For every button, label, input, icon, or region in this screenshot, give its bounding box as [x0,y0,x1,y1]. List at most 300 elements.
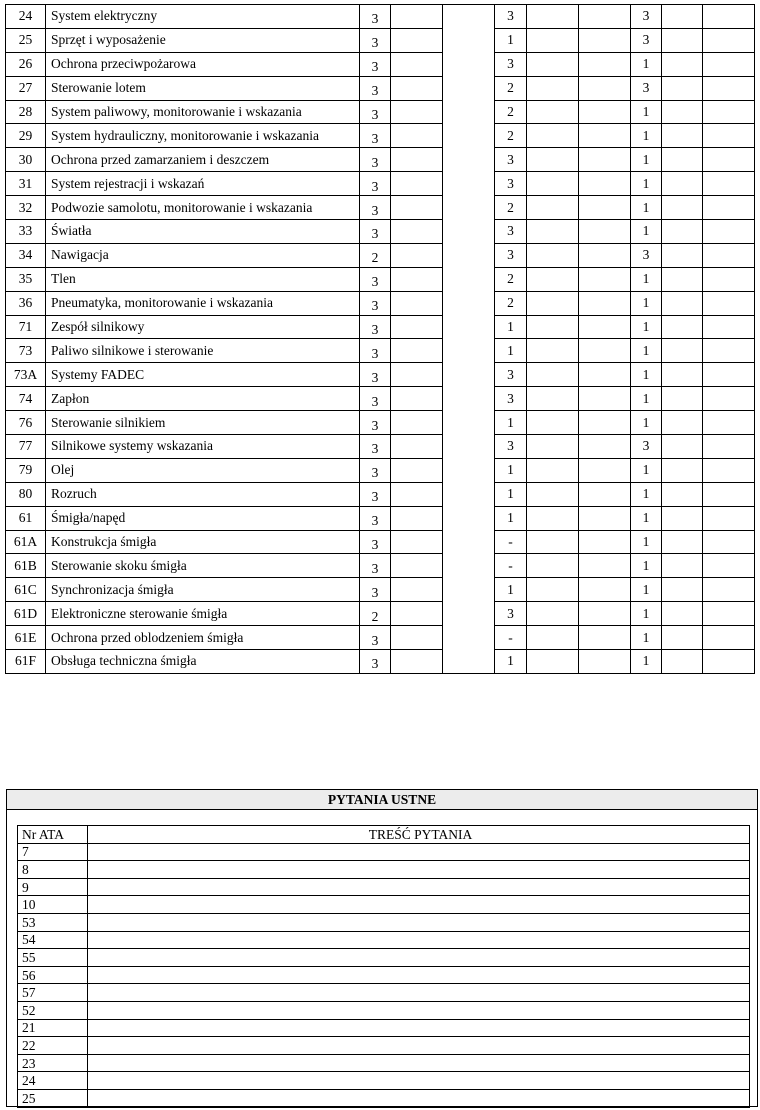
table-row [6,411,755,435]
ata-number: 73 [6,339,46,363]
value-a: 2 [495,291,527,315]
empty-cell [527,650,579,674]
empty-cell [391,100,443,124]
empty-cell [527,506,579,530]
level-value: 3 [360,650,391,674]
table-row [6,387,755,411]
level-value: 3 [360,148,391,172]
empty-cell [527,172,579,196]
empty-cell [527,315,579,339]
ata-title: Sterowanie silnikiem [46,411,360,435]
table-row [6,196,755,220]
empty-cell [391,363,443,387]
empty-cell [662,100,703,124]
oral-header-row [18,826,750,844]
oral-questions-section [6,789,758,1107]
table-row [6,76,755,100]
question-content-cell[interactable] [88,1019,750,1037]
ata-title: System hydrauliczny, monitorowanie i wskazania [46,124,360,148]
merged-empty-cell [443,100,495,124]
empty-cell [579,100,631,124]
ata-chapter-number: 55 [18,949,88,967]
empty-cell [579,482,631,506]
empty-cell [391,28,443,52]
empty-cell [527,124,579,148]
list-item [18,931,750,949]
ata-title: Systemy FADEC [46,363,360,387]
question-content-cell[interactable] [88,1072,750,1090]
empty-cell [703,267,755,291]
value-b: 3 [631,28,662,52]
list-item [18,913,750,931]
empty-cell [527,387,579,411]
merged-empty-cell [443,578,495,602]
value-a: 3 [495,148,527,172]
value-b: 1 [631,626,662,650]
question-content-cell[interactable] [88,949,750,967]
ata-number: 28 [6,100,46,124]
empty-cell [703,220,755,244]
value-b: 1 [631,339,662,363]
empty-cell [703,291,755,315]
empty-cell [662,650,703,674]
value-a: 3 [495,52,527,76]
ata-chapter-number: 22 [18,1037,88,1055]
level-value: 3 [360,578,391,602]
ata-number: 77 [6,435,46,459]
list-item [18,861,750,879]
value-a: 3 [495,220,527,244]
ata-chapter-number: 53 [18,913,88,931]
empty-cell [527,52,579,76]
ata-chapter-number: 8 [18,861,88,879]
value-a: 2 [495,267,527,291]
level-value: 3 [360,482,391,506]
empty-cell [579,291,631,315]
empty-cell [662,196,703,220]
question-content-cell[interactable] [88,966,750,984]
value-a: 3 [495,387,527,411]
value-a: 2 [495,76,527,100]
merged-empty-cell [443,5,495,29]
empty-cell [579,506,631,530]
question-content-cell[interactable] [88,878,750,896]
empty-cell [391,339,443,363]
level-value: 3 [360,387,391,411]
empty-cell [527,196,579,220]
ata-number: 61 [6,506,46,530]
value-a: - [495,530,527,554]
value-a: 3 [495,243,527,267]
list-item [18,896,750,914]
empty-cell [703,172,755,196]
value-a: 3 [495,5,527,29]
level-value: 3 [360,626,391,650]
ata-chapter-number: 21 [18,1019,88,1037]
value-b: 1 [631,554,662,578]
ata-chapter-number: 25 [18,1089,88,1107]
value-a: 2 [495,100,527,124]
level-value: 3 [360,458,391,482]
value-a: 3 [495,435,527,459]
level-value: 3 [360,220,391,244]
value-b: 1 [631,148,662,172]
table-row [6,220,755,244]
merged-empty-cell [443,28,495,52]
question-content-cell[interactable] [88,896,750,914]
merged-empty-cell [443,602,495,626]
question-content-cell[interactable] [88,843,750,861]
empty-cell [527,626,579,650]
empty-cell [527,76,579,100]
value-b: 1 [631,530,662,554]
empty-cell [662,506,703,530]
oral-questions-title: PYTANIA USTNE [7,790,757,810]
ata-number: 31 [6,172,46,196]
empty-cell [579,243,631,267]
table-row [6,243,755,267]
ata-number: 73A [6,363,46,387]
empty-cell [391,458,443,482]
merged-empty-cell [443,339,495,363]
empty-cell [703,5,755,29]
table-row [6,100,755,124]
ata-number: 25 [6,28,46,52]
table-row [6,602,755,626]
level-value: 3 [360,411,391,435]
ata-number: 29 [6,124,46,148]
value-b: 1 [631,411,662,435]
empty-cell [703,148,755,172]
empty-cell [391,435,443,459]
ata-number: 61C [6,578,46,602]
empty-cell [391,602,443,626]
empty-cell [579,650,631,674]
ata-number: 76 [6,411,46,435]
empty-cell [662,458,703,482]
value-b: 1 [631,578,662,602]
ata-chapter-number: 7 [18,843,88,861]
level-value: 3 [360,76,391,100]
level-value: 2 [360,602,391,626]
oral-questions-table [17,825,750,1108]
empty-cell [662,530,703,554]
value-b: 1 [631,220,662,244]
empty-cell [703,124,755,148]
merged-empty-cell [443,626,495,650]
value-a: 1 [495,315,527,339]
table-row [6,578,755,602]
merged-empty-cell [443,148,495,172]
ata-title: Ochrona przeciwpożarowa [46,52,360,76]
empty-cell [662,554,703,578]
list-item [18,1019,750,1037]
table-row [6,315,755,339]
empty-cell [579,554,631,578]
value-b: 1 [631,196,662,220]
empty-cell [579,602,631,626]
level-value: 3 [360,363,391,387]
empty-cell [662,315,703,339]
ata-title: Obsługa techniczna śmigła [46,650,360,674]
merged-empty-cell [443,363,495,387]
list-item [18,1001,750,1019]
empty-cell [579,28,631,52]
ata-chapter-number: 56 [18,966,88,984]
list-item [18,1054,750,1072]
question-content-cell[interactable] [88,931,750,949]
merged-empty-cell [443,387,495,411]
level-value: 3 [360,28,391,52]
empty-cell [579,315,631,339]
value-a: 3 [495,602,527,626]
value-a: 2 [495,124,527,148]
table-row [6,124,755,148]
empty-cell [391,267,443,291]
ata-chapter-number: 54 [18,931,88,949]
empty-cell [662,602,703,626]
ata-number: 34 [6,243,46,267]
empty-cell [703,339,755,363]
empty-cell [527,243,579,267]
empty-cell [703,387,755,411]
empty-cell [579,220,631,244]
empty-cell [527,554,579,578]
ata-title: Elektroniczne sterowanie śmigła [46,602,360,626]
empty-cell [527,530,579,554]
merged-empty-cell [443,243,495,267]
value-b: 3 [631,435,662,459]
ata-title: Paliwo silnikowe i sterowanie [46,339,360,363]
empty-cell [391,243,443,267]
empty-cell [703,602,755,626]
level-value: 3 [360,52,391,76]
table-row [6,626,755,650]
ata-number: 61F [6,650,46,674]
nr-ata-header: Nr ATA [18,826,88,844]
empty-cell [703,482,755,506]
value-b: 1 [631,482,662,506]
empty-cell [527,339,579,363]
empty-cell [527,291,579,315]
ata-title: Olej [46,458,360,482]
empty-cell [662,52,703,76]
empty-cell [391,124,443,148]
merged-empty-cell [443,196,495,220]
level-value: 3 [360,530,391,554]
ata-title: Sprzęt i wyposażenie [46,28,360,52]
ata-title: Zespół silnikowy [46,315,360,339]
empty-cell [391,578,443,602]
empty-cell [662,220,703,244]
merged-empty-cell [443,506,495,530]
empty-cell [527,602,579,626]
empty-cell [527,578,579,602]
question-content-cell[interactable] [88,1089,750,1107]
table-row [6,5,755,29]
ata-chapter-number: 24 [18,1072,88,1090]
ata-number: 61E [6,626,46,650]
empty-cell [662,124,703,148]
ata-number: 61A [6,530,46,554]
question-content-cell[interactable] [88,1001,750,1019]
value-b: 1 [631,267,662,291]
value-a: 3 [495,363,527,387]
level-value: 3 [360,435,391,459]
level-value: 3 [360,100,391,124]
ata-title: Ochrona przed oblodzeniem śmigła [46,626,360,650]
table-row [6,291,755,315]
empty-cell [703,100,755,124]
empty-cell [391,52,443,76]
empty-cell [662,578,703,602]
ata-title: Tlen [46,267,360,291]
value-b: 1 [631,387,662,411]
value-b: 1 [631,315,662,339]
empty-cell [703,530,755,554]
ata-title: Ochrona przed zamarzaniem i deszczem [46,148,360,172]
merged-empty-cell [443,650,495,674]
merged-empty-cell [443,76,495,100]
empty-cell [703,458,755,482]
ata-title: System elektryczny [46,5,360,29]
ata-number: 80 [6,482,46,506]
empty-cell [703,363,755,387]
level-value: 3 [360,291,391,315]
level-value: 2 [360,243,391,267]
list-item [18,843,750,861]
value-a: - [495,626,527,650]
ata-number: 26 [6,52,46,76]
value-b: 1 [631,458,662,482]
ata-chapter-number: 10 [18,896,88,914]
ata-chapter-number: 9 [18,878,88,896]
table-row [6,554,755,578]
empty-cell [703,554,755,578]
value-b: 3 [631,243,662,267]
table-row [6,482,755,506]
question-content-cell[interactable] [88,1037,750,1055]
ata-number: 36 [6,291,46,315]
empty-cell [579,530,631,554]
ata-number: 74 [6,387,46,411]
empty-cell [662,363,703,387]
question-content-cell[interactable] [88,861,750,879]
empty-cell [579,387,631,411]
value-b: 1 [631,602,662,626]
ata-title: Podwozie samolotu, monitorowanie i wskazania [46,196,360,220]
level-value: 3 [360,267,391,291]
value-a: 1 [495,28,527,52]
value-b: 1 [631,650,662,674]
merged-empty-cell [443,220,495,244]
empty-cell [703,411,755,435]
list-item [18,1089,750,1107]
value-a: 3 [495,172,527,196]
table-row [6,458,755,482]
empty-cell [579,52,631,76]
empty-cell [703,315,755,339]
value-b: 1 [631,100,662,124]
empty-cell [662,626,703,650]
empty-cell [527,363,579,387]
empty-cell [391,172,443,196]
empty-cell [579,5,631,29]
ata-number: 61B [6,554,46,578]
table-row [6,530,755,554]
empty-cell [527,482,579,506]
empty-cell [391,148,443,172]
empty-cell [391,506,443,530]
empty-cell [527,267,579,291]
empty-cell [662,28,703,52]
value-b: 3 [631,5,662,29]
level-value: 3 [360,196,391,220]
level-value: 3 [360,339,391,363]
list-item [18,1072,750,1090]
ata-title: Silnikowe systemy wskazania [46,435,360,459]
value-b: 1 [631,291,662,315]
ata-title: Synchronizacja śmigła [46,578,360,602]
list-item [18,949,750,967]
table-row [6,339,755,363]
table-row [6,506,755,530]
empty-cell [579,124,631,148]
question-content-header: TREŚĆ PYTANIA [88,826,750,844]
question-content-cell[interactable] [88,984,750,1002]
empty-cell [527,411,579,435]
empty-cell [703,435,755,459]
ata-level-table [5,4,755,674]
question-content-cell[interactable] [88,1054,750,1072]
empty-cell [579,363,631,387]
empty-cell [527,28,579,52]
empty-cell [391,196,443,220]
empty-cell [579,148,631,172]
merged-empty-cell [443,124,495,148]
ata-number: 27 [6,76,46,100]
empty-cell [527,100,579,124]
empty-cell [703,28,755,52]
empty-cell [391,554,443,578]
empty-cell [579,172,631,196]
ata-title: Światła [46,220,360,244]
ata-title: Sterowanie lotem [46,76,360,100]
ata-title: Nawigacja [46,243,360,267]
empty-cell [527,458,579,482]
value-a: 1 [495,339,527,363]
empty-cell [662,482,703,506]
empty-cell [391,220,443,244]
empty-cell [391,291,443,315]
empty-cell [662,5,703,29]
list-item [18,878,750,896]
ata-number: 71 [6,315,46,339]
empty-cell [703,506,755,530]
empty-cell [662,76,703,100]
empty-cell [579,196,631,220]
value-a: 1 [495,482,527,506]
level-value: 3 [360,172,391,196]
empty-cell [662,387,703,411]
ata-chapter-number: 52 [18,1001,88,1019]
ata-chapter-number: 23 [18,1054,88,1072]
value-b: 1 [631,506,662,530]
question-content-cell[interactable] [88,913,750,931]
empty-cell [579,578,631,602]
empty-cell [391,411,443,435]
empty-cell [703,52,755,76]
